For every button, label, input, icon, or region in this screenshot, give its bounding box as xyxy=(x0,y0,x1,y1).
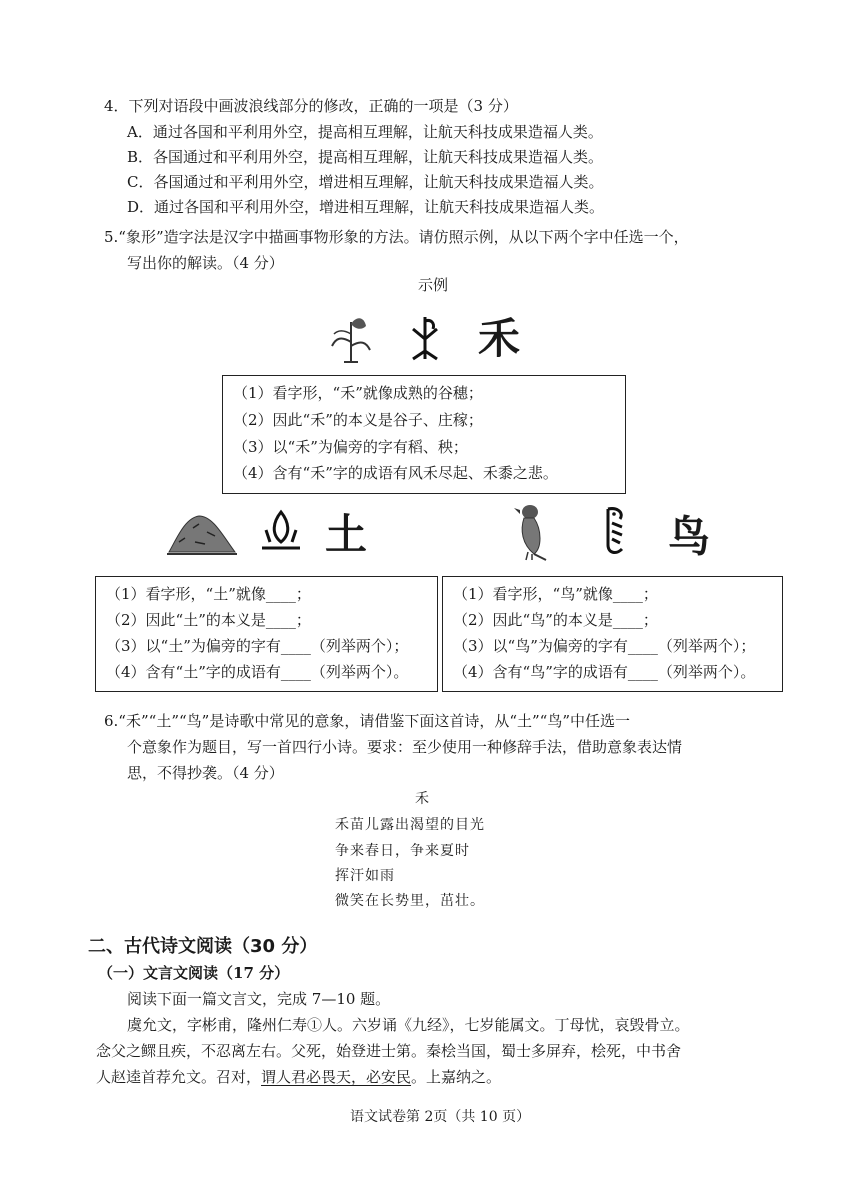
earth-char: 土 xyxy=(325,510,368,559)
bird-answer-box xyxy=(442,576,783,692)
bird-icon xyxy=(512,500,552,562)
section-2-subtitle: （一）文言文阅读（17 分） xyxy=(98,964,290,982)
poem-line-1: 禾苗儿露出渴望的目光 xyxy=(335,817,485,833)
bird-line-3: （3）以“鸟”为偏旁的字有____（列举两个）； xyxy=(453,637,756,655)
passage-line-2: 念父之鳏且疾，不忍离左右。父死，始登进士第。秦桧当国，蜀士多屏弃，桧死，中书舍 xyxy=(96,1042,682,1060)
poem-title: 禾 xyxy=(415,791,430,807)
earth-line-2: （2）因此“土”的本义是____； xyxy=(106,611,311,629)
section-2-instruction: 阅读下面一篇文言文，完成 7—10 题。 xyxy=(127,990,391,1008)
passage-line-1: 虞允文，字彬甫，隆州仁寿①人。六岁诵《九经》，七岁能属文。丁母忧，哀毁骨立。 xyxy=(127,1016,690,1034)
example-line-2: （2）因此“禾”的本义是谷子、庄稼； xyxy=(233,411,483,429)
q4-option-b: B．各国通过和平利用外空，提高相互理解，让航天科技成果造福人类。 xyxy=(127,148,604,166)
poem-line-4: 微笑在长势里，茁壮。 xyxy=(335,893,485,909)
bird-line-2: （2）因此“鸟”的本义是____； xyxy=(453,611,658,629)
example-line-4: （4）含有“禾”字的成语有风禾尽起、禾黍之悲。 xyxy=(233,464,558,482)
rice-plant-icon xyxy=(326,312,376,364)
earth-oracle-glyph-icon xyxy=(258,508,304,554)
q5-stem-line2: 写出你的解读。（4 分） xyxy=(127,254,284,272)
bird-oracle-glyph-icon xyxy=(598,505,632,557)
bird-char: 鸟 xyxy=(668,512,711,561)
earth-line-1: （1）看字形，“土”就像____； xyxy=(106,585,311,603)
q5-example-label: 示例 xyxy=(418,276,449,294)
q6-line2: 个意象作为题目，写一首四行小诗。要求：至少使用一种修辞手法，借助意象表达情 xyxy=(127,738,683,756)
section-2-title: 二、古代诗文阅读（30 分） xyxy=(88,936,318,957)
q6-line3: 思，不得抄袭。（4 分） xyxy=(127,764,284,782)
example-box xyxy=(222,375,626,494)
passage-line-3-pre: 人赵逵首荐允文。召对， xyxy=(96,1068,262,1086)
earth-mound-icon xyxy=(165,508,239,556)
passage-underlined-phrase: 谓人君必畏天，必安民 xyxy=(261,1068,412,1086)
bird-line-4: （4）含有“鸟”字的成语有____（列举两个）。 xyxy=(453,663,756,681)
passage-line-3 xyxy=(96,1066,501,1088)
earth-line-3: （3）以“土”为偏旁的字有____（列举两个）； xyxy=(106,637,409,655)
q6-line1: 6.“禾”“土”“鸟”是诗歌中常见的意象，请借鉴下面这首诗，从“土”“鸟”中任选一 xyxy=(104,712,630,730)
example-line-1: （1）看字形，“禾”就像成熟的谷穗； xyxy=(233,384,483,402)
q4-option-a: A．通过各国和平利用外空，提高相互理解，让航天科技成果造福人类。 xyxy=(127,123,603,141)
passage-line-3-post: 。上嘉纳之。 xyxy=(411,1068,502,1086)
poem-line-3: 挥汗如雨 xyxy=(335,868,395,884)
q5-stem-line1: 5.“象形”造字法是汉字中描画事物形象的方法。请仿照示例，从以下两个字中任选一个， xyxy=(104,228,689,246)
example-line-3: （3）以“禾”为偏旁的字有稻、秧； xyxy=(233,438,468,456)
earth-answer-box xyxy=(95,576,438,692)
q4-stem: 4．下列对语段中画波浪线部分的修改，正确的一项是（3 分） xyxy=(104,97,518,115)
poem-line-2: 争来春日，争来夏时 xyxy=(335,843,470,859)
example-char: 禾 xyxy=(478,314,521,363)
earth-line-4: （4）含有“土”字的成语有____（列举两个）。 xyxy=(106,663,409,681)
rice-oracle-glyph-icon xyxy=(405,315,445,361)
q4-option-d: D．通过各国和平利用外空，增进相互理解，让航天科技成果造福人类。 xyxy=(127,198,605,216)
bird-line-1: （1）看字形，“鸟”就像____； xyxy=(453,585,658,603)
page-footer: 语文试卷第 2页（共 10 页） xyxy=(350,1109,531,1125)
q4-option-c: C．各国通过和平利用外空，增进相互理解，让航天科技成果造福人类。 xyxy=(127,173,604,191)
